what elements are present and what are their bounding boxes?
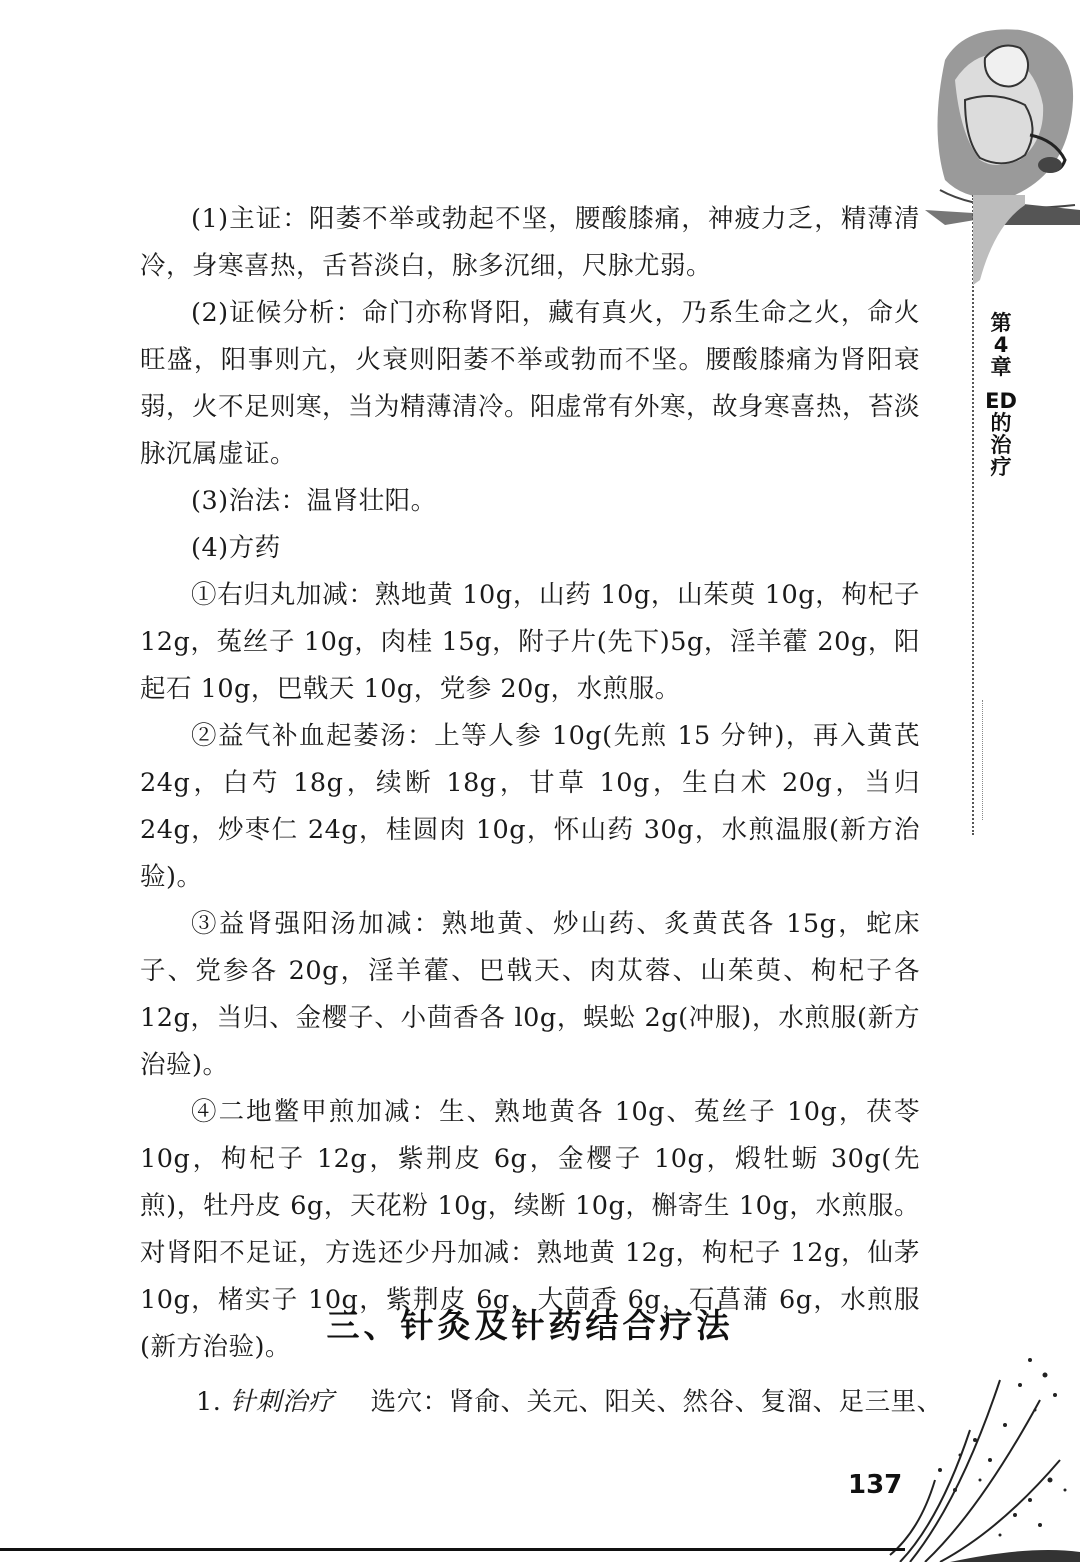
acupuncture-line bbox=[196, 1382, 956, 1418]
chapter-char: 第 bbox=[990, 311, 1012, 335]
paragraph-prescription-heading: (4)方药 bbox=[191, 533, 281, 563]
sidebar-divider-secondary bbox=[982, 700, 983, 820]
paragraph-main-symptoms: (1)主证：阳萎不举或勃起不坚，腰酸膝痛，神疲力乏，精薄清冷，身寒喜热，舌苔淡白，脉多沉细，尺脉尤弱。 bbox=[140, 204, 920, 281]
chapter-title-char: 疗 bbox=[990, 455, 1012, 479]
chapter-char: 章 bbox=[990, 355, 1012, 379]
chapter-title-char: 的 bbox=[990, 411, 1012, 435]
acupoint-text: 选穴：肾俞、关元、阳关、然谷、复溜、足三里、 bbox=[370, 1387, 943, 1417]
paragraph-prescription-3: ③益肾强阳汤加减：熟地黄、炒山药、炙黄芪各 15g，蛇床子、党参各 20g，淫羊藿、巴戟天、肉苁蓉、山茱萸、枸杞子各 12g，当归、金樱子、小茴香各 l0g，蜈蚣 2g(冲服)，水煎服(新方治验)。 bbox=[140, 909, 920, 1080]
chapter-tab bbox=[984, 312, 1018, 478]
item-number: 1. bbox=[196, 1387, 222, 1417]
chapter-char: 4 bbox=[993, 333, 1009, 357]
footer-rule bbox=[0, 1548, 905, 1551]
paragraph-treatment-method: (3)治法：温肾壮阳。 bbox=[191, 486, 437, 516]
section-heading: 三、针灸及针药结合疗法 bbox=[326, 1306, 734, 1345]
sidebar-corner-shape bbox=[965, 195, 1025, 285]
sparkle-stars-icon bbox=[880, 1340, 1080, 1562]
paragraph-prescription-2: ②益气补血起萎汤：上等人参 10g(先煎 15 分钟)，再入黄芪 24g，白芍 18g，续断 18g，甘草 10g，生白术 20g，当归 24g，炒枣仁 24g，桂圆肉 10g，怀山药 30g，水煎温服(新方治验)。 bbox=[140, 721, 920, 892]
paragraph-syndrome-analysis: (2)证候分析：命门亦称肾阳，藏有真火，乃系生命之火，命火旺盛，阳事则亢，火衰则阳萎不举或勃而不坚。腰酸膝痛为肾阳衰弱，火不足则寒，当为精薄清冷。阳虚常有外寒，故身寒喜热，苔淡脉沉属虚证。 bbox=[140, 298, 921, 469]
body-text bbox=[140, 196, 920, 1371]
paragraph-prescription-1: ①右归丸加减：熟地黄 10g，山药 10g，山茱萸 10g，枸杞子 12g，菟丝子 10g，肉桂 15g，附子片(先下)5g，淫羊藿 20g，阳起石 10g，巴戟天 10g，党参 20g，水煎服。 bbox=[140, 580, 920, 704]
chapter-title-char: ED bbox=[985, 389, 1017, 413]
page-number: 137 bbox=[848, 1470, 903, 1500]
paragraph-prescription-4: ④二地鳖甲煎加减：生、熟地黄各 10g、菟丝子 10g，茯苓 10g，枸杞子 12g，紫荆皮 6g，金樱子 10g，煅牡蛎 30g(先煎)，牡丹皮 6g，天花粉 10g，续断 10g，槲寄生 10g，水煎服。对肾阳不足证，方选还少丹加减：熟地黄 12g，枸杞子 12g，仙茅 10g，楮实子 10g，紫荆皮 6g，大茴香 6g，石菖蒲 6g，水煎服(新方治验)。 bbox=[140, 1097, 920, 1362]
chapter-title-char: 治 bbox=[990, 433, 1012, 457]
subheading: 针刺治疗 bbox=[229, 1387, 334, 1417]
sidebar-divider bbox=[972, 195, 974, 835]
